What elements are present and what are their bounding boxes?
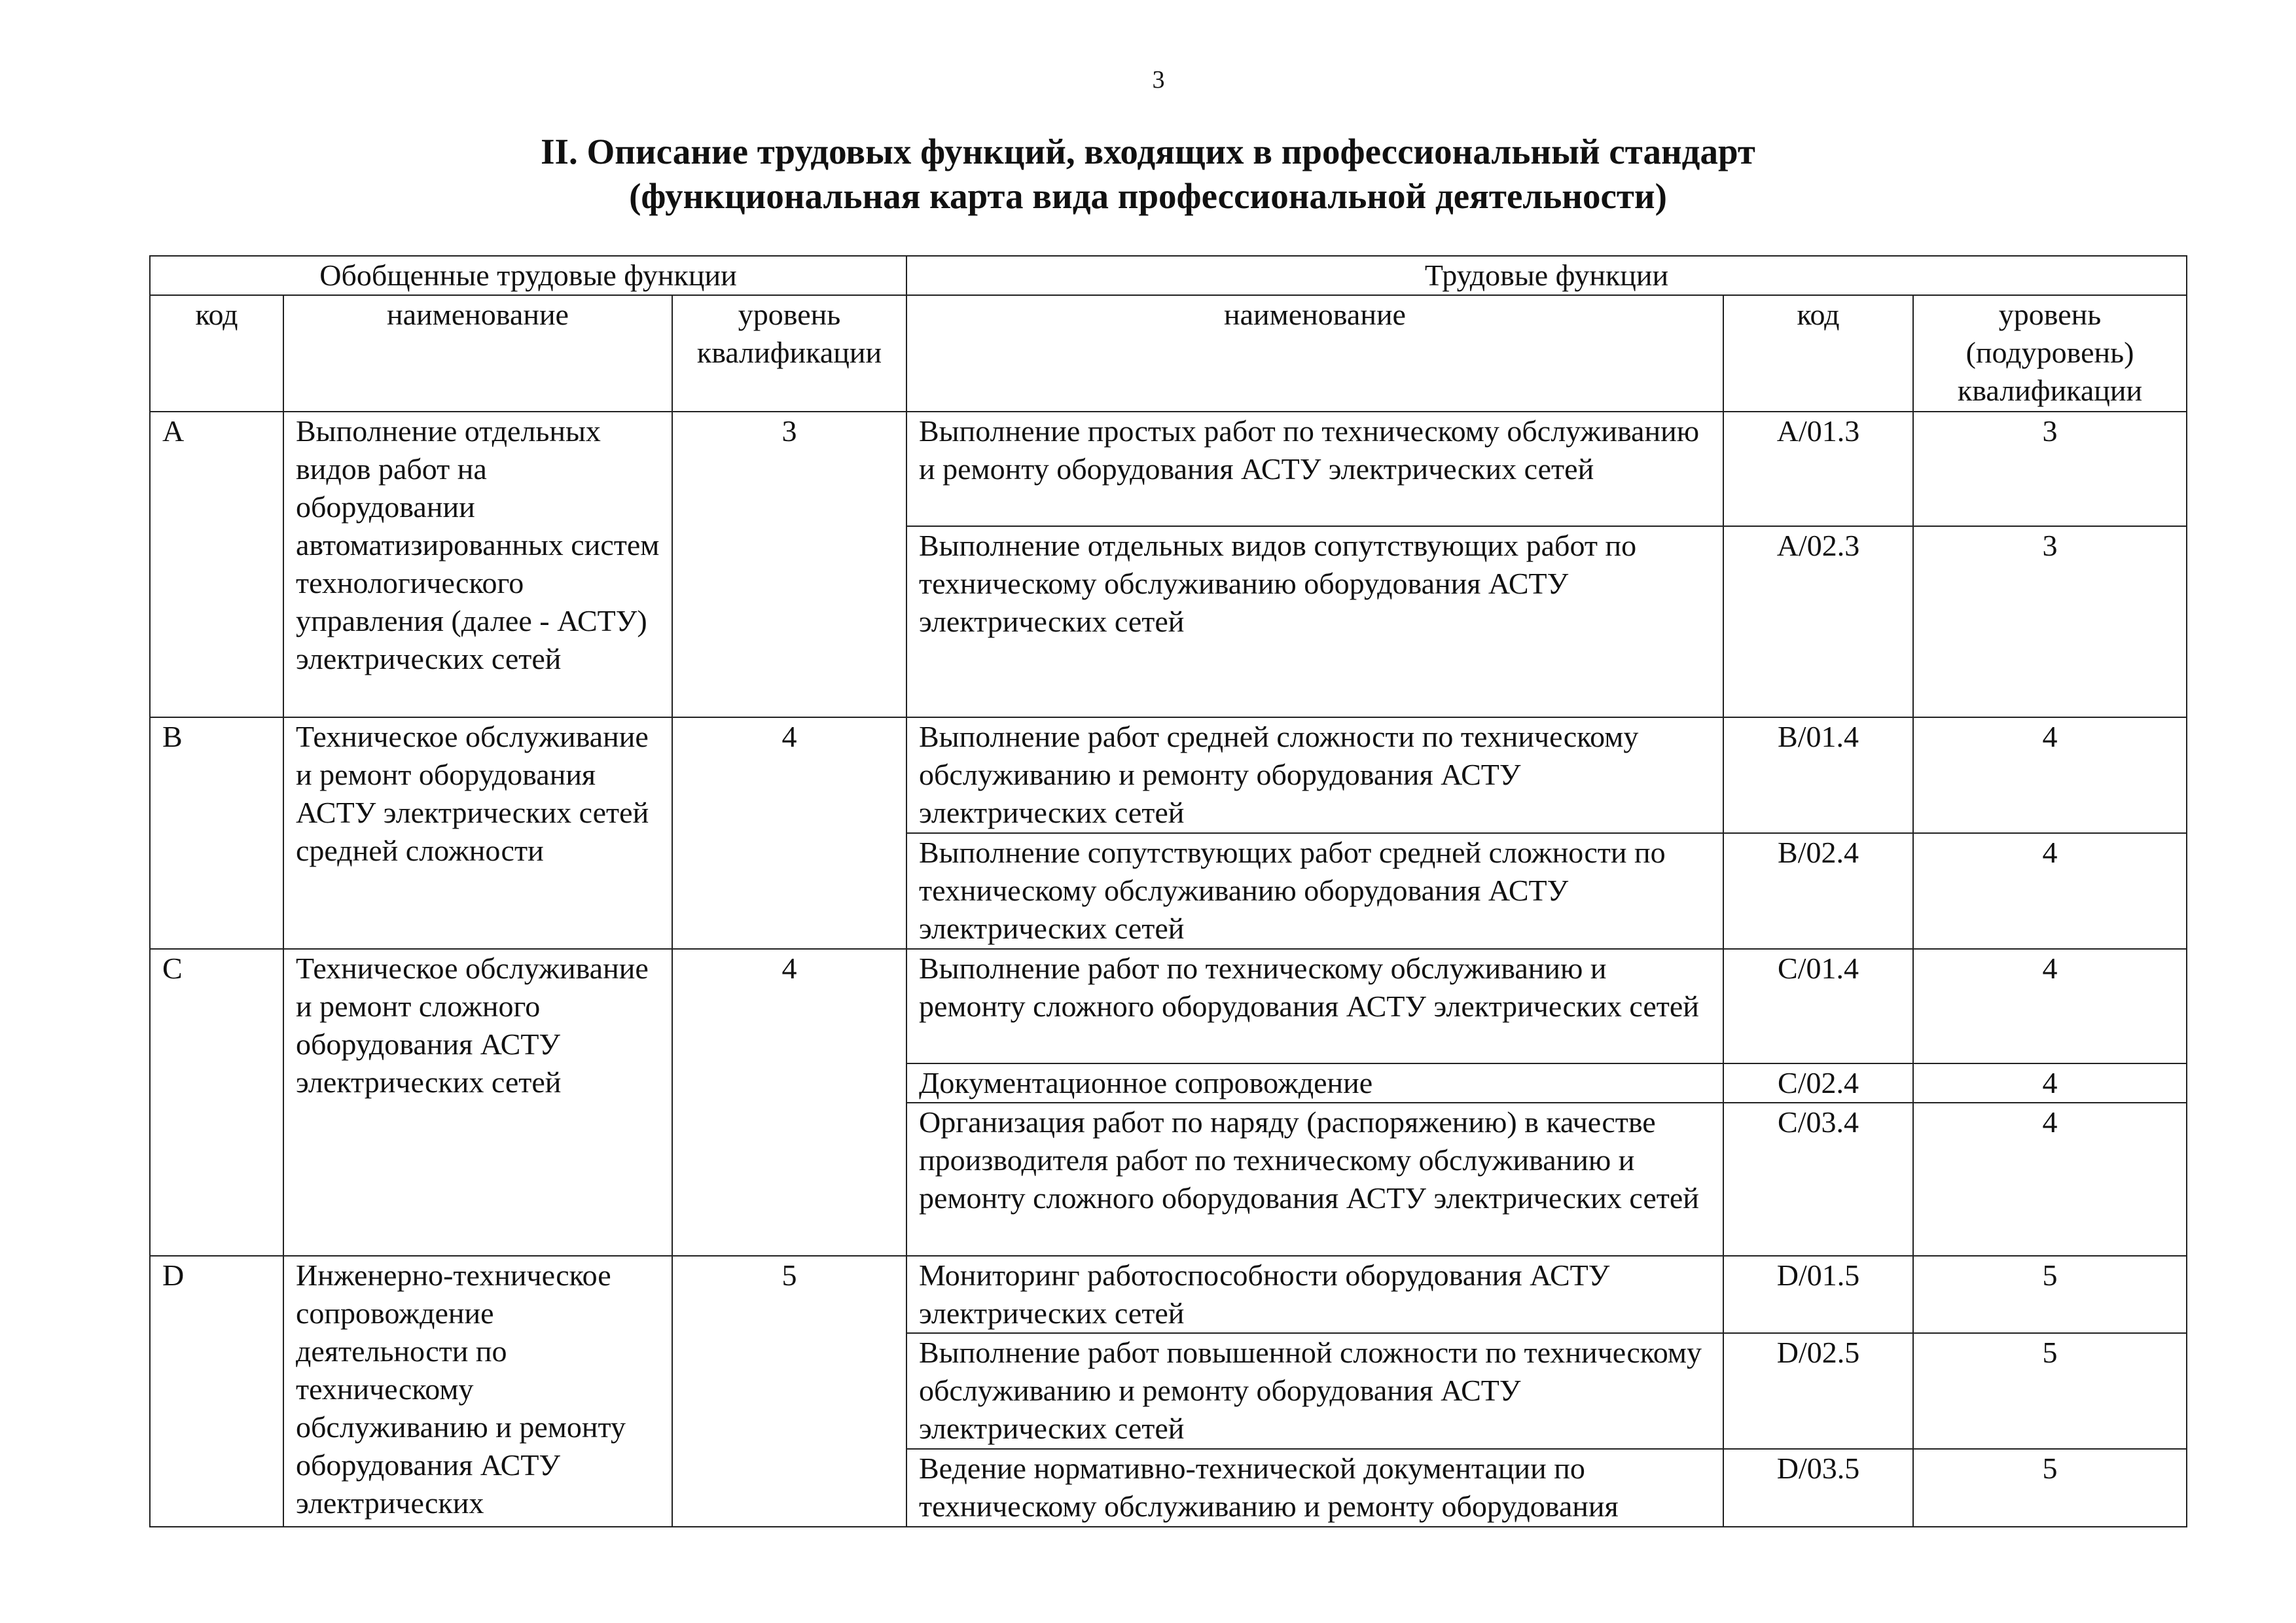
group-code-cell: C [150,949,283,1256]
col-header-gen-code: код [150,295,283,412]
function-code-cell: C/03.4 [1723,1103,1913,1255]
function-level-cell: 3 [1913,526,2187,717]
table-row [150,717,2187,833]
function-code-cell: C/02.4 [1723,1063,1913,1103]
function-code-cell: C/01.4 [1723,949,1913,1063]
group-level-cell: 5 [672,1256,906,1527]
col-header-func-level: уровень (подуровень) квалификации [1913,295,2187,412]
function-name-cell: Выполнение работ по техническому обслуживанию и ремонту сложного оборудования АСТУ электрических сетей [906,949,1723,1063]
table-row [150,949,2187,1063]
function-level-cell: 3 [1913,412,2187,526]
function-code-cell: D/01.5 [1723,1256,1913,1334]
function-name-cell: Документационное сопровождение [906,1063,1723,1103]
function-name-cell: Выполнение работ повышенной сложности по техническому обслуживанию и ремонту оборудования АСТУ электрических сетей [906,1333,1723,1449]
page-title [0,130,2296,219]
page-number: 3 [1152,66,1165,94]
function-level-cell: 5 [1913,1333,2187,1449]
group-code-cell: B [150,717,283,949]
function-name-cell: Мониторинг работоспособности оборудования АСТУ электрических сетей [906,1256,1723,1334]
col-header-func-code: код [1723,295,1913,412]
table-row [150,1256,2187,1334]
function-level-cell: 5 [1913,1256,2187,1334]
function-name-cell: Выполнение простых работ по техническому обслуживанию и ремонту оборудования АСТУ электрических сетей [906,412,1723,526]
function-code-cell: D/02.5 [1723,1333,1913,1449]
group-code-cell: D [150,1256,283,1527]
col-header-func-name: наименование [906,295,1723,412]
col-header-gen-level: уровень квалификации [672,295,906,412]
function-name-cell: Организация работ по наряду (распоряжению) в качестве производителя работ по техническому обслуживанию и ремонту сложного оборудования АСТУ электрических сетей [906,1103,1723,1255]
title-line-1: II. Описание трудовых функций, входящих в профессиональный стандарт [541,132,1755,171]
group-level-cell: 4 [672,949,906,1256]
function-level-cell: 4 [1913,949,2187,1063]
function-name-cell: Ведение нормативно-технической документации по техническому обслуживанию и ремонту оборудования [906,1449,1723,1527]
group-name-cell: Техническое обслуживание и ремонт оборудования АСТУ электрических сетей средней сложности [283,717,672,949]
function-code-cell: B/02.4 [1723,833,1913,949]
function-level-cell: 4 [1913,1063,2187,1103]
function-level-cell: 4 [1913,1103,2187,1255]
function-name-cell: Выполнение отдельных видов сопутствующих работ по техническому обслуживанию оборудования АСТУ электрических сетей [906,526,1723,717]
table-row [150,412,2187,526]
function-name-cell: Выполнение сопутствующих работ средней сложности по техническому обслуживанию оборудования АСТУ электрических сетей [906,833,1723,949]
function-level-cell: 5 [1913,1449,2187,1527]
functional-map-table [149,255,2187,1527]
group-name-cell: Техническое обслуживание и ремонт сложного оборудования АСТУ электрических сетей [283,949,672,1256]
group-name-cell: Выполнение отдельных видов работ на оборудовании автоматизированных систем технологического управления (далее - АСТУ) электрических сетей [283,412,672,717]
group-level-cell: 4 [672,717,906,949]
function-code-cell: A/02.3 [1723,526,1913,717]
title-line-2: (функциональная карта вида профессиональной деятельности) [629,176,1667,216]
generalized-functions-header: Обобщенные трудовые функции [150,256,906,295]
col-header-gen-name: наименование [283,295,672,412]
function-name-cell: Выполнение работ средней сложности по техническому обслуживанию и ремонту оборудования АСТУ электрических сетей [906,717,1723,833]
function-code-cell: D/03.5 [1723,1449,1913,1527]
labor-functions-header: Трудовые функции [906,256,2187,295]
function-code-cell: B/01.4 [1723,717,1913,833]
function-code-cell: A/01.3 [1723,412,1913,526]
function-level-cell: 4 [1913,717,2187,833]
group-name-cell: Инженерно-техническое сопровождение деятельности по техническому обслуживанию и ремонту оборудования АСТУ электрических [283,1256,672,1527]
group-code-cell: A [150,412,283,717]
function-level-cell: 4 [1913,833,2187,949]
group-level-cell: 3 [672,412,906,717]
